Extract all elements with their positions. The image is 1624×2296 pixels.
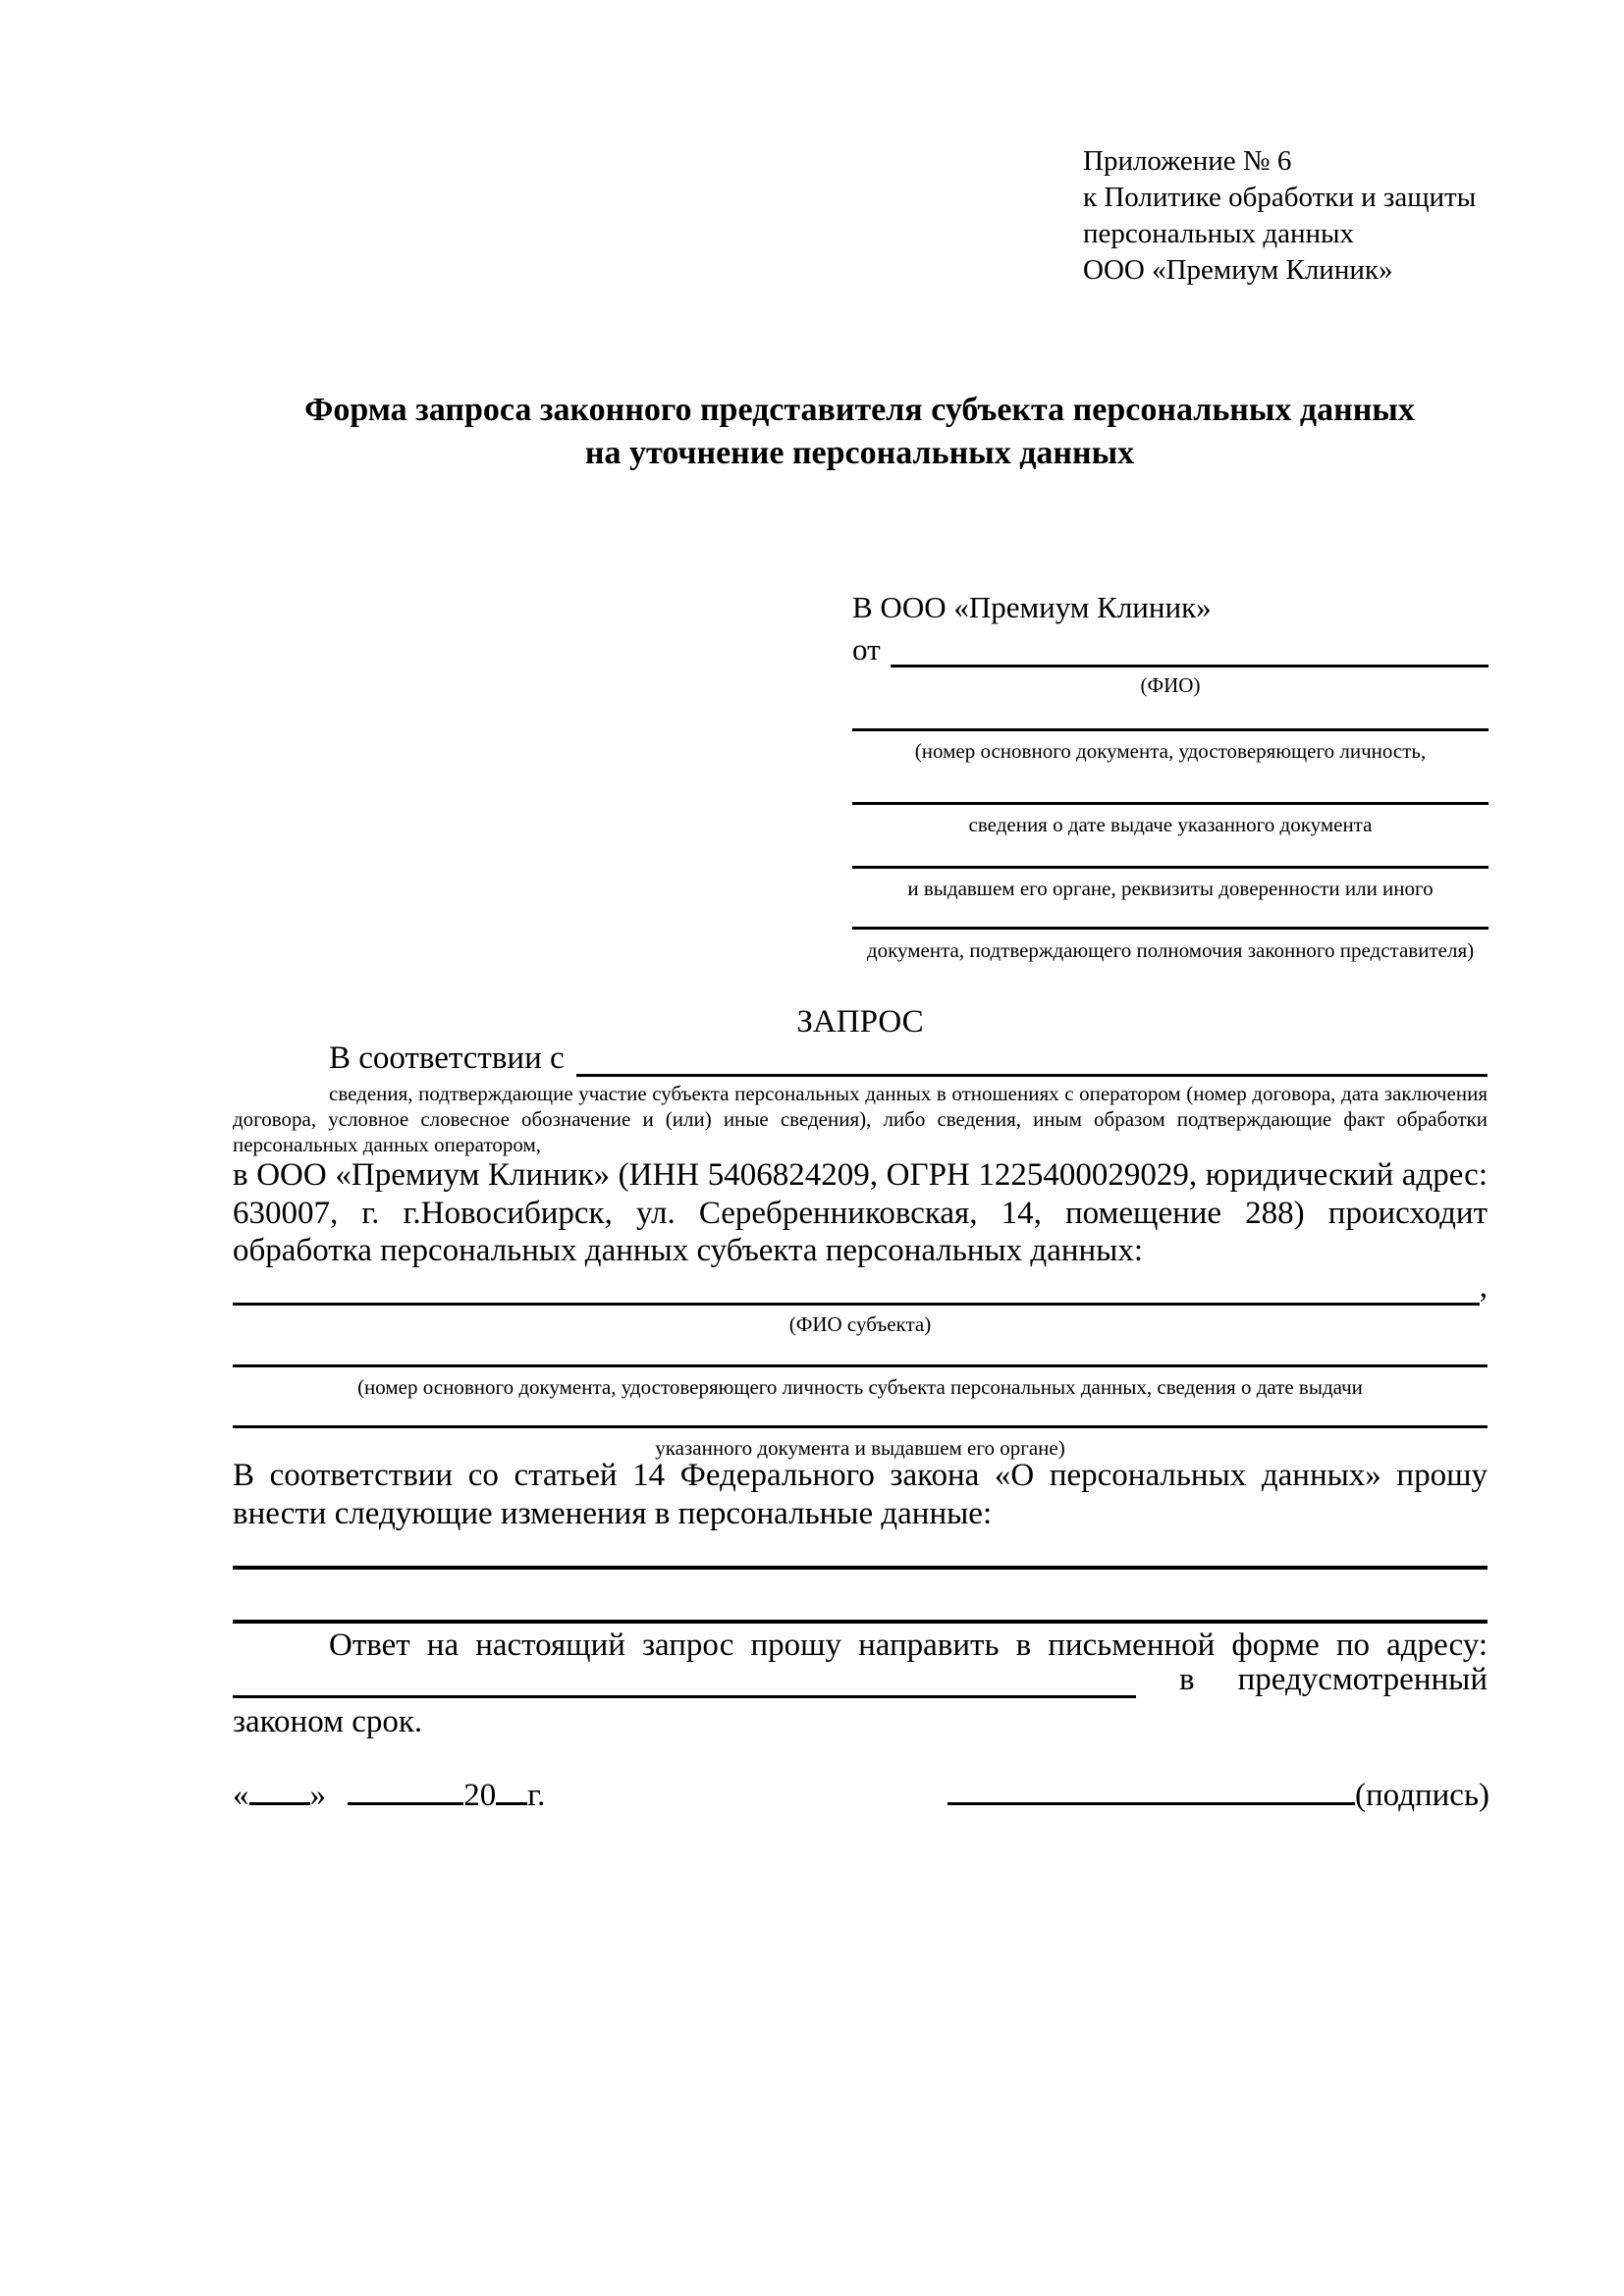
from-name-fill-line <box>891 631 1489 667</box>
appendix-line: к Политике обработки и защиты <box>1083 182 1477 213</box>
addressee-organization: В ООО «Премиум Клиник» <box>852 590 1212 624</box>
changes-fill-line <box>233 1566 1488 1570</box>
date-quote-open: « <box>233 1778 249 1813</box>
appendix-line: персональных данных <box>1083 218 1355 249</box>
reply-line-3: законом срок. <box>233 1704 423 1739</box>
signature-fill-line <box>947 1802 1355 1805</box>
request-heading: ЗАПРОС <box>796 1004 924 1040</box>
reply-line-1: Ответ на настоящий запрос прошу направить в письменной форме по адресу: <box>329 1628 1488 1663</box>
fio-caption: (ФИО) <box>1140 673 1201 697</box>
reply-line-2 <box>233 1663 1488 1698</box>
representative-doc-caption: документа, подтверждающего полномочия законного представителя) <box>866 938 1475 962</box>
subject-doc-fill-line <box>233 1364 1488 1367</box>
addressee-from-row <box>852 628 1489 667</box>
date-year-fill <box>496 1802 527 1805</box>
basis-prefix: В соответствии с <box>329 1041 565 1076</box>
date-quote-close: » <box>309 1778 326 1813</box>
operator-paragraph: в ООО «Премиум Клиник» (ИНН 5406824209, ОГРН 1225400029029, юридический адрес: 630007, г. г.Новосибирск, ул. Серебренниковская, 14, помещение 288) происходит обработка персональных данных субъекта персональных данных: <box>233 1157 1488 1269</box>
representative-doc-fill-line <box>852 866 1489 869</box>
appendix-line: ООО «Премиум Клиник» <box>1083 254 1393 286</box>
representative-doc-caption: сведения о дате выдаче указанного документа <box>968 813 1373 836</box>
subject-doc-fill-line <box>233 1425 1488 1428</box>
title-line-1: Форма запроса законного представителя субъекта персональных данных <box>304 392 1415 428</box>
representative-doc-caption: и выдавшем его органе, реквизиты доверенности или иного <box>907 877 1434 900</box>
representative-doc-fill-line <box>852 927 1489 930</box>
reply-word-v: в <box>1179 1662 1195 1697</box>
subject-fio-caption: (ФИО субъекта) <box>788 1312 932 1336</box>
law-paragraph: В соответствии со статьей 14 Федерального закона «О персональных данных» прошу внести следующие изменения в персональные данные: <box>233 1458 1488 1531</box>
reply-address-fill-line <box>233 1662 1136 1698</box>
subject-doc-caption-2: указанного документа и выдавшем его органе) <box>655 1436 1065 1460</box>
date-row <box>233 1777 545 1814</box>
date-year-prefix: 20 <box>463 1778 497 1813</box>
date-year-suffix: г. <box>527 1778 546 1813</box>
appendix-line: Приложение № 6 <box>1083 145 1292 177</box>
representative-doc-fill-line <box>852 728 1489 731</box>
basis-fill-line <box>576 1041 1488 1077</box>
representative-doc-caption: (номер основного документа, удостоверяющего личность, <box>914 739 1427 763</box>
signature-row <box>947 1777 1489 1814</box>
representative-doc-fill-line <box>852 802 1489 805</box>
appendix-note <box>1083 143 1515 289</box>
date-month-fill <box>348 1802 463 1805</box>
reply-word-predusmotrenny: предусмотренный <box>1237 1662 1488 1697</box>
subject-fio-row <box>233 1270 1488 1306</box>
changes-fill-line <box>233 1620 1488 1624</box>
basis-row <box>233 1041 1488 1077</box>
date-day-fill <box>249 1802 310 1805</box>
subject-fio-fill-line <box>233 1269 1480 1306</box>
basis-note: сведения, подтверждающие участие субъекта персональных данных в отношениях с оператором (номер договора, дата заключения договора, условное словесное обозначение и (или) иные сведения), либо сведения, иным образом подтверждающие факт обработки персональных данных оператором, <box>233 1082 1488 1156</box>
from-label: от <box>852 632 881 667</box>
subject-fio-comma: , <box>1479 1269 1488 1305</box>
document-title <box>185 389 1535 475</box>
subject-doc-caption-1: (номер основного документа, удостоверяющего личность субъекта персональных данных, сведения о дате выдачи <box>357 1375 1363 1399</box>
title-line-2: на уточнение персональных данных <box>584 435 1135 471</box>
signature-caption: (подпись) <box>1355 1778 1489 1813</box>
